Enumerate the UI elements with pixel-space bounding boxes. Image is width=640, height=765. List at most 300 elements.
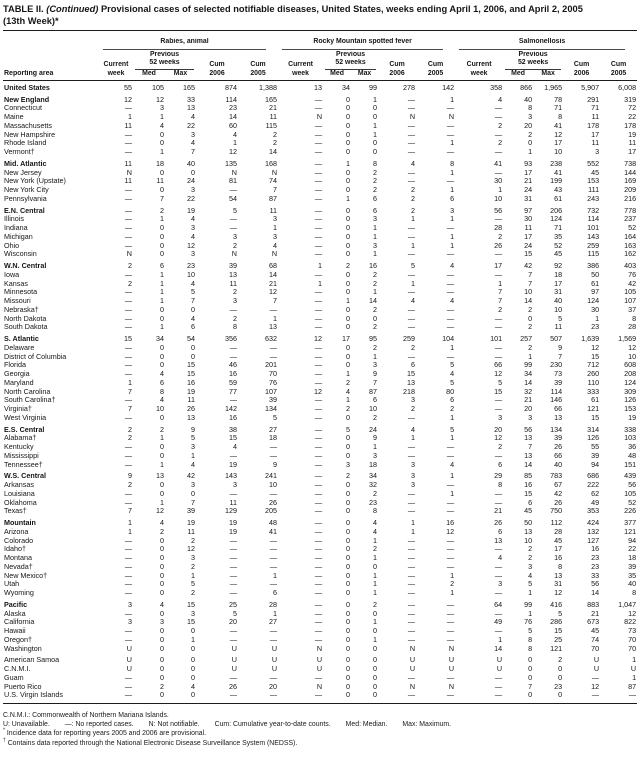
cell: — <box>446 270 455 279</box>
cell: 4 <box>450 460 455 469</box>
cell: 8 <box>498 481 503 490</box>
max-label: Max <box>533 70 563 81</box>
cell: — <box>314 519 323 528</box>
cell: N <box>448 113 455 122</box>
cell: 732 <box>587 206 600 215</box>
row-label: Missouri <box>4 297 31 306</box>
cell: 11 <box>269 206 278 215</box>
cell: 10 <box>156 405 164 414</box>
cell: 10 <box>269 481 278 490</box>
cell: — <box>124 297 132 306</box>
cell: — <box>124 673 132 682</box>
cell: 4 <box>160 121 164 130</box>
title-divider <box>3 30 637 31</box>
cell: 42 <box>628 279 637 288</box>
legend-item: Med: Median. <box>345 721 388 729</box>
cell: — <box>446 443 455 452</box>
cell: 4 <box>160 600 164 609</box>
row-label: American Samoa <box>4 656 60 665</box>
cell: 260 <box>587 370 600 379</box>
cell: 5 <box>191 288 195 297</box>
cell: 45 <box>591 627 600 636</box>
cell: 1 <box>528 589 533 598</box>
row-label: Pacific <box>4 600 28 609</box>
cell: 712 <box>587 361 600 370</box>
cell: U <box>231 644 237 653</box>
table-row <box>3 636 637 645</box>
cell: 39 <box>554 434 563 443</box>
cell: N <box>316 113 323 122</box>
cell: 13 <box>494 536 503 545</box>
row-label: Illinois <box>4 215 24 224</box>
cell: 3 <box>411 481 416 490</box>
column-group-rabies: Rabies, animal <box>103 38 266 50</box>
row-label: California <box>4 618 35 627</box>
cell: 52 <box>554 241 563 250</box>
cell: U <box>316 665 323 674</box>
cell: 48 <box>269 519 278 528</box>
cell: 0 <box>346 451 351 460</box>
cell: 48 <box>628 451 637 460</box>
cell: 4 <box>160 370 164 379</box>
cell: 70 <box>591 644 600 653</box>
cell: 4 <box>191 232 195 241</box>
cell: 115 <box>265 121 278 130</box>
cell: 35 <box>628 571 637 580</box>
cell: 10 <box>369 405 378 414</box>
cell: 15 <box>591 413 600 422</box>
cell: 12 <box>187 241 195 250</box>
cell: 19 <box>229 460 237 469</box>
cell: — <box>314 425 323 434</box>
cell: 20 <box>524 405 533 414</box>
cell: 0 <box>346 600 351 609</box>
cell: 34 <box>342 82 351 92</box>
cell: 22 <box>628 545 637 554</box>
cell: 6 <box>373 194 378 203</box>
cell: — <box>407 498 416 507</box>
cell: 424 <box>587 519 600 528</box>
cell: 3 <box>528 113 533 122</box>
cell: N <box>231 168 237 177</box>
cell: U <box>126 644 132 653</box>
cell: 0 <box>346 343 351 352</box>
cell: 18 <box>269 434 278 443</box>
cell: 3 <box>273 232 278 241</box>
cell: — <box>407 545 416 554</box>
cell: 56 <box>524 425 533 434</box>
cell: — <box>229 627 237 636</box>
cell: 2 <box>346 262 351 271</box>
cell: 62 <box>591 489 600 498</box>
cell: 41 <box>554 121 563 130</box>
cell: 4 <box>450 370 455 379</box>
row-label: Kentucky <box>4 443 34 452</box>
cell: — <box>314 562 323 571</box>
table-row <box>3 262 637 271</box>
cell: 0 <box>346 580 351 589</box>
cell: 6,008 <box>618 82 637 92</box>
cell: N <box>409 682 416 691</box>
table-row <box>3 195 637 204</box>
cell: — <box>124 130 132 139</box>
cell: — <box>314 250 323 259</box>
cell: 23 <box>369 498 378 507</box>
cell: 45 <box>591 168 600 177</box>
cell: 15 <box>124 335 132 344</box>
footnote-cnmi: C.N.M.I.: Commonwealth of Northern Mariana Islands. <box>3 712 169 720</box>
cell: 5 <box>411 262 416 271</box>
cell: 54 <box>187 335 195 344</box>
cell: 686 <box>587 472 600 481</box>
cell: 12 <box>554 130 563 139</box>
cell: 2 <box>528 130 533 139</box>
cell: 1 <box>373 288 378 297</box>
row-label: Wisconsin <box>4 250 37 259</box>
cell: 1 <box>373 95 378 104</box>
row-label: North Dakota <box>4 314 47 323</box>
cell: 1 <box>450 186 455 195</box>
cell: 4 <box>191 113 195 122</box>
cell: 278 <box>403 82 416 92</box>
cell: 2 <box>373 270 378 279</box>
cell: 16 <box>187 378 195 387</box>
cell: 50 <box>591 270 600 279</box>
cell: 0 <box>346 665 351 674</box>
cell: 23 <box>591 562 600 571</box>
cell: — <box>314 270 323 279</box>
cell: 71 <box>554 224 563 233</box>
cell: 1,639 <box>581 335 600 344</box>
cell: 1,569 <box>618 335 637 344</box>
cell: 2 <box>373 177 378 186</box>
cell: 4 <box>411 425 416 434</box>
cell: 16 <box>369 262 378 271</box>
cell: 1 <box>450 589 455 598</box>
cell: 39 <box>554 378 563 387</box>
week-label: week <box>99 70 133 81</box>
cell: 2 <box>411 194 416 203</box>
cell: 0 <box>346 250 351 259</box>
cell: — <box>407 571 416 580</box>
cell: 4 <box>411 297 416 306</box>
cell: 40 <box>554 460 563 469</box>
cell: 1 <box>632 673 637 682</box>
cell: 12 <box>591 343 600 352</box>
cell: — <box>494 691 503 700</box>
cell: — <box>269 489 278 498</box>
table-row <box>3 674 637 683</box>
cell: 822 <box>624 618 637 627</box>
cell: — <box>314 481 323 490</box>
cell: 0 <box>160 352 164 361</box>
cell: — <box>314 241 323 250</box>
cell: 26 <box>494 519 503 528</box>
cell: — <box>314 536 323 545</box>
cell: 7 <box>498 297 503 306</box>
cell: 1 <box>498 279 503 288</box>
cell: — <box>314 545 323 554</box>
cell: 67 <box>554 481 563 490</box>
cell: 26 <box>494 241 503 250</box>
cell: 377 <box>624 519 637 528</box>
cell: 5 <box>558 314 563 323</box>
cell: 121 <box>550 644 563 653</box>
cell: 2 <box>128 481 132 490</box>
cell: 178 <box>624 121 637 130</box>
cell: — <box>314 352 323 361</box>
cell: 1 <box>411 279 416 288</box>
cell: 19 <box>187 387 195 396</box>
footnote-asterisk: * Incidence data for reporting years 2005 and 2006 are provisional. <box>3 728 207 738</box>
cell: 0 <box>160 481 164 490</box>
cell: — <box>124 396 132 405</box>
cell: — <box>314 232 323 241</box>
cell: 13 <box>187 104 195 113</box>
cell: 14 <box>524 378 533 387</box>
cell: 0 <box>346 481 351 490</box>
cell: — <box>407 121 416 130</box>
row-label: Utah <box>4 580 20 589</box>
cell: 87 <box>628 682 637 691</box>
row-label: Iowa <box>4 270 20 279</box>
cell: 314 <box>587 425 600 434</box>
cell: 2 <box>160 425 164 434</box>
cell: 41 <box>494 159 503 168</box>
cell: 14 <box>494 644 503 653</box>
cell: 33 <box>187 95 195 104</box>
cell: 507 <box>550 335 563 344</box>
cell: 4 <box>450 297 455 306</box>
cell: 17 <box>628 148 637 157</box>
cell: 13 <box>407 378 416 387</box>
cell: 1 <box>450 343 455 352</box>
cell: 26 <box>269 498 278 507</box>
cell: 0 <box>373 314 378 323</box>
cell: — <box>229 352 237 361</box>
cell: 104 <box>442 335 455 344</box>
cell: 129 <box>225 507 237 516</box>
cell: 0 <box>373 644 378 653</box>
cell: 2 <box>528 305 533 314</box>
cell: — <box>124 241 132 250</box>
cell: 52 <box>628 498 637 507</box>
cell: 2 <box>498 443 503 452</box>
cell: 12 <box>269 288 278 297</box>
cell: 0 <box>346 554 351 563</box>
cell: 0 <box>373 148 378 157</box>
cell: 0 <box>346 270 351 279</box>
cell: 2 <box>273 130 278 139</box>
cell: 78 <box>554 95 563 104</box>
cell: 1 <box>450 232 455 241</box>
cell: 2 <box>191 536 195 545</box>
table-row <box>3 528 637 537</box>
cell: — <box>314 498 323 507</box>
cell: 309 <box>624 387 637 396</box>
cell: 22 <box>628 113 637 122</box>
cell: 1 <box>373 443 378 452</box>
cell: 0 <box>558 691 563 700</box>
cell: 11 <box>628 139 637 148</box>
cell: — <box>314 618 323 627</box>
cell: — <box>229 571 237 580</box>
weeks52-label: 52 weeks <box>505 59 561 70</box>
cell: 32 <box>524 387 533 396</box>
cell: 0 <box>346 177 351 186</box>
cell: 162 <box>624 250 637 259</box>
cell: 142 <box>225 405 237 414</box>
cell: 7 <box>528 279 533 288</box>
cell: 7 <box>128 405 132 414</box>
cell: 0 <box>373 691 378 700</box>
table-row <box>3 610 637 619</box>
cell: 0 <box>558 665 563 674</box>
cell: 8 <box>373 507 378 516</box>
table-row <box>3 80 637 92</box>
row-label: Puerto Rico <box>4 682 42 691</box>
cell: — <box>407 507 416 516</box>
row-label: W.S. Central <box>4 472 46 481</box>
row-label: New York (Upstate) <box>4 177 66 186</box>
cell: — <box>407 104 416 113</box>
row-label: Nebraska† <box>4 305 39 314</box>
cell: 10 <box>524 536 533 545</box>
year-2006-label: 2006 <box>378 70 416 81</box>
cell: 19 <box>187 519 195 528</box>
cell: 18 <box>554 270 563 279</box>
cell: — <box>407 323 416 332</box>
cell: 74 <box>591 635 600 644</box>
cell: 124 <box>550 215 563 224</box>
cell: 10 <box>524 288 533 297</box>
cell: — <box>494 609 503 618</box>
cell: 105 <box>152 82 164 92</box>
table-row <box>3 443 637 452</box>
cell: 3 <box>128 600 132 609</box>
cell: 21 <box>269 104 278 113</box>
cell: 3 <box>528 562 533 571</box>
cell: 2 <box>373 323 378 332</box>
cell: 1 <box>450 571 455 580</box>
cell: 0 <box>160 691 164 700</box>
cell: 11 <box>156 177 164 186</box>
cell: 2 <box>373 600 378 609</box>
cell: 165 <box>183 82 195 92</box>
cell: — <box>494 250 503 259</box>
cell: — <box>314 489 323 498</box>
row-label: Colorado <box>4 536 34 545</box>
cell: 95 <box>369 335 378 344</box>
cell: — <box>407 413 416 422</box>
cell: 5 <box>346 425 351 434</box>
cell: 0 <box>346 691 351 700</box>
cell: 4 <box>233 130 237 139</box>
cell: 94 <box>591 460 600 469</box>
cell: 40 <box>187 159 195 168</box>
cell: 80 <box>446 387 455 396</box>
table-row <box>3 335 637 344</box>
med-label: Med <box>323 70 351 81</box>
cell: — <box>124 571 132 580</box>
cell: 26 <box>554 443 563 452</box>
cell: 201 <box>265 361 278 370</box>
cell: — <box>314 589 323 598</box>
cell: 0 <box>373 113 378 122</box>
cell: 61 <box>591 279 600 288</box>
cell: — <box>124 682 132 691</box>
cell: 3 <box>528 413 533 422</box>
cell: 0 <box>160 554 164 563</box>
cell: — <box>494 451 503 460</box>
cell: 45 <box>524 507 533 516</box>
cell: — <box>124 305 132 314</box>
cell: 319 <box>624 95 637 104</box>
cell: 15 <box>524 250 533 259</box>
cell: — <box>124 554 132 563</box>
cell: 3 <box>191 609 195 618</box>
cell: 3 <box>233 297 237 306</box>
cell: 146 <box>550 396 563 405</box>
cell: — <box>124 562 132 571</box>
header-upper-row <box>3 59 637 70</box>
cell: 64 <box>494 600 503 609</box>
row-label: Hawaii <box>4 627 26 636</box>
table-row <box>3 601 637 610</box>
cell: — <box>446 691 455 700</box>
cell: 1 <box>450 489 455 498</box>
cell: 6 <box>373 206 378 215</box>
table-row <box>3 414 637 423</box>
cell: 1 <box>498 186 503 195</box>
table-row <box>3 233 637 242</box>
cell: 19 <box>628 413 637 422</box>
current-label: Current <box>288 60 313 68</box>
cell: 24 <box>187 177 195 186</box>
cell: N <box>126 168 132 177</box>
cell: 866 <box>520 82 533 92</box>
cell: 16 <box>229 370 237 379</box>
cell: 5 <box>273 413 278 422</box>
cell: — <box>229 536 237 545</box>
cell: U <box>448 665 455 674</box>
cum-label: Cum <box>573 60 590 68</box>
cell: — <box>124 498 132 507</box>
cell: — <box>407 305 416 314</box>
cell: 0 <box>346 443 351 452</box>
cell: 114 <box>550 387 563 396</box>
cell: 110 <box>587 378 600 387</box>
cell: 34 <box>524 370 533 379</box>
cell: 883 <box>587 600 600 609</box>
cell: 42 <box>524 262 533 271</box>
cell: — <box>494 571 503 580</box>
cell: 0 <box>373 104 378 113</box>
cell: — <box>446 627 455 636</box>
cell: 386 <box>587 262 600 271</box>
cell: 750 <box>550 507 563 516</box>
cell: — <box>494 489 503 498</box>
table-row <box>3 426 637 435</box>
legend-item: —: No reported cases. <box>64 721 134 729</box>
cell: 0 <box>346 609 351 618</box>
cell: — <box>314 443 323 452</box>
cell: 121 <box>587 405 600 414</box>
year-2005-label: 2005 <box>416 70 455 81</box>
cell: 25 <box>229 600 237 609</box>
cell: 0 <box>346 241 351 250</box>
cell: N <box>271 250 278 259</box>
